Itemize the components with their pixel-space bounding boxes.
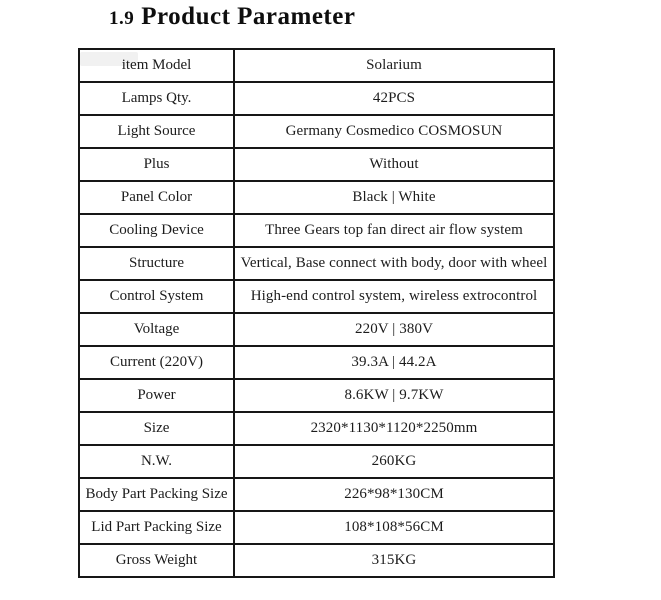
- table-row: [79, 148, 554, 181]
- param-value: Black | White: [234, 181, 554, 214]
- param-value: 220V | 380V: [234, 313, 554, 346]
- param-label: Body Part Packing Size: [79, 478, 234, 511]
- param-label: N.W.: [79, 445, 234, 478]
- product-parameter-table: [78, 48, 555, 578]
- param-label: Power: [79, 379, 234, 412]
- param-value: 2320*1130*1120*2250mm: [234, 412, 554, 445]
- param-label: Plus: [79, 148, 234, 181]
- param-value: Without: [234, 148, 554, 181]
- param-value: Three Gears top fan direct air flow system: [234, 214, 554, 247]
- param-label: Size: [79, 412, 234, 445]
- table-row: [79, 115, 554, 148]
- param-label: Control System: [79, 280, 234, 313]
- table-row: [79, 346, 554, 379]
- param-label: Voltage: [79, 313, 234, 346]
- param-label: item Model: [79, 49, 234, 82]
- param-label: Cooling Device: [79, 214, 234, 247]
- table-row: [79, 511, 554, 544]
- table-row: [79, 247, 554, 280]
- table-row: [79, 313, 554, 346]
- param-value: 42PCS: [234, 82, 554, 115]
- param-value: 260KG: [234, 445, 554, 478]
- param-label: Gross Weight: [79, 544, 234, 577]
- param-value: 226*98*130CM: [234, 478, 554, 511]
- param-value: 108*108*56CM: [234, 511, 554, 544]
- table-row: [79, 280, 554, 313]
- section-number: 1.9: [109, 8, 135, 29]
- param-label: Light Source: [79, 115, 234, 148]
- table-row: [79, 412, 554, 445]
- param-value: Solarium: [234, 49, 554, 82]
- table-row: [79, 49, 554, 82]
- param-value: 315KG: [234, 544, 554, 577]
- page-title: [109, 3, 355, 31]
- table-row: [79, 379, 554, 412]
- param-value: 39.3A | 44.2A: [234, 346, 554, 379]
- param-label: Lamps Qty.: [79, 82, 234, 115]
- table-row: [79, 544, 554, 577]
- title-text: Product Parameter: [141, 3, 356, 30]
- param-label: Lid Part Packing Size: [79, 511, 234, 544]
- param-value: 8.6KW | 9.7KW: [234, 379, 554, 412]
- param-label: Structure: [79, 247, 234, 280]
- param-value: Germany Cosmedico COSMOSUN: [234, 115, 554, 148]
- param-label: Panel Color: [79, 181, 234, 214]
- table-row: [79, 214, 554, 247]
- table-row: [79, 82, 554, 115]
- param-value: High-end control system, wireless extrocontrol: [234, 280, 554, 313]
- table-row: [79, 445, 554, 478]
- param-value: Vertical, Base connect with body, door with wheel: [234, 247, 554, 280]
- param-label: Current (220V): [79, 346, 234, 379]
- table-row: [79, 181, 554, 214]
- table-row: [79, 478, 554, 511]
- table-body: [79, 49, 554, 577]
